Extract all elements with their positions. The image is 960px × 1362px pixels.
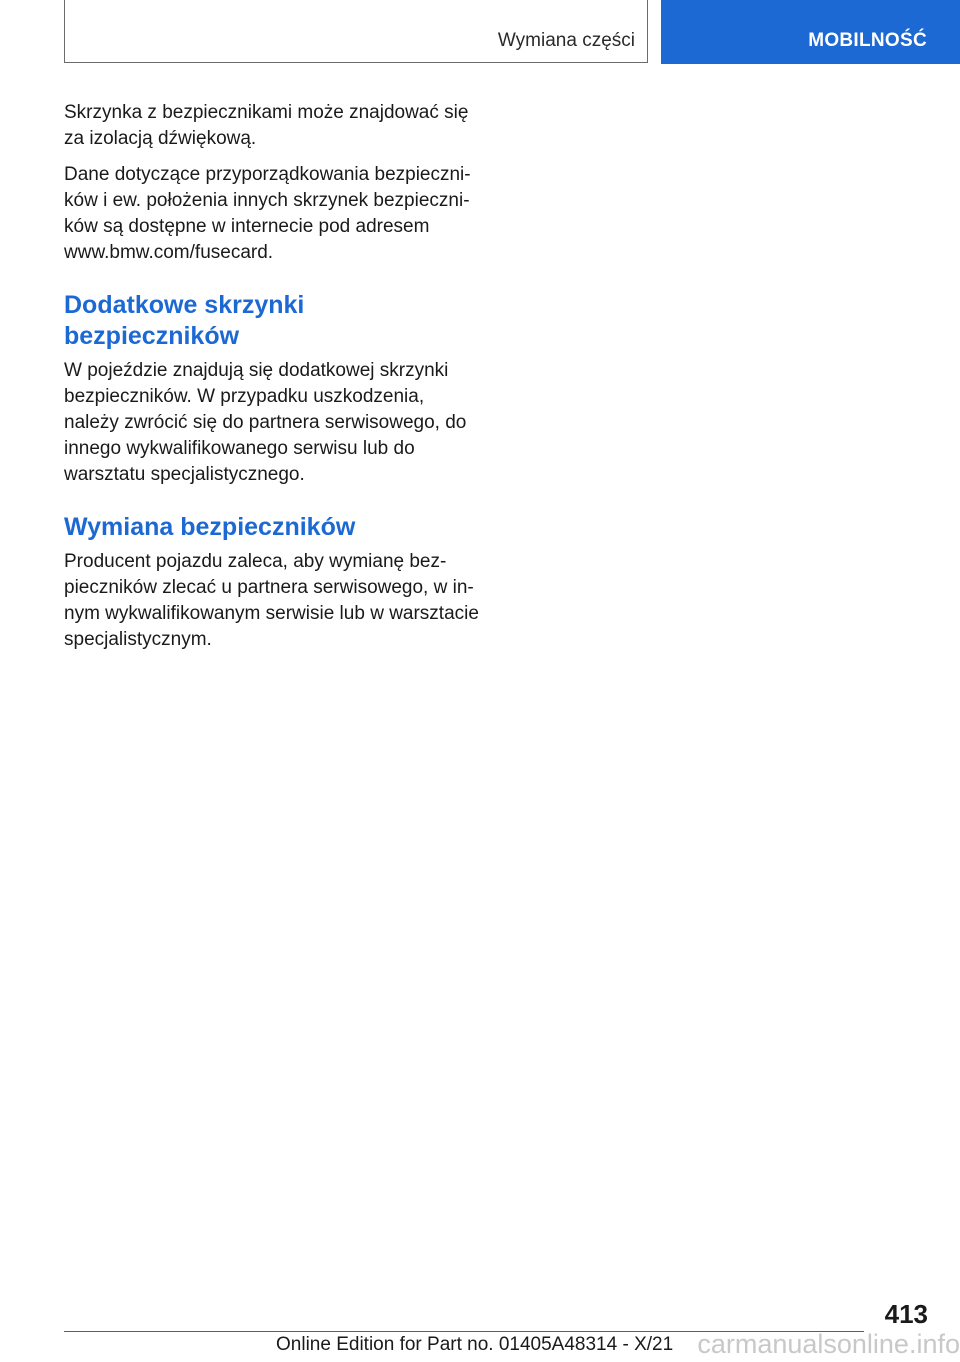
chapter-tab-label: MOBILNOŚĆ	[808, 30, 927, 51]
chapter-tab[interactable]	[661, 0, 960, 64]
heading-additional-fuse-boxes: Dodatkowe skrzynki bezpieczników	[64, 291, 305, 350]
main-content	[64, 100, 484, 663]
intro-paragraph-1: Skrzynka z bezpiecznikami może znajdować się za izolacją dźwiękową.	[64, 102, 469, 149]
footer-edition-text: Online Edition for Part no. 01405A48314 - X/21	[276, 1334, 674, 1355]
section-title: Wymiana części	[497, 30, 635, 51]
intro-paragraph-2: Dane dotyczące przyporządkowania bezpieczni‐ ków i ew. położenia innych skrzynek bezpieczni‐ ków są dostępne w internecie pod adresem www.bmw.com/fusecard.	[64, 164, 471, 263]
body-fuse-replacement: Producent pojazdu zaleca, aby wymianę bez‐ pieczników zlecać u partnera serwisowego, w in‐ nym wykwalifikowanym serwisie lub w warsztacie specjalistycznym.	[64, 551, 479, 650]
header-section-box	[64, 0, 648, 63]
body-additional-fuse-boxes: W pojeździe znajdują się dodatkowej skrzynki bezpieczników. W przypadku uszkodzenia, należy zwrócić się do partnera serwisowego, do innego wykwalifikowanego serwisu lub do warsztatu specjalistycznego.	[64, 360, 467, 485]
watermark-logo: carmanualsonline.info	[697, 1329, 960, 1359]
heading-fuse-replacement: Wymiana bezpieczników	[64, 513, 356, 541]
page-number: 413	[884, 1299, 928, 1329]
